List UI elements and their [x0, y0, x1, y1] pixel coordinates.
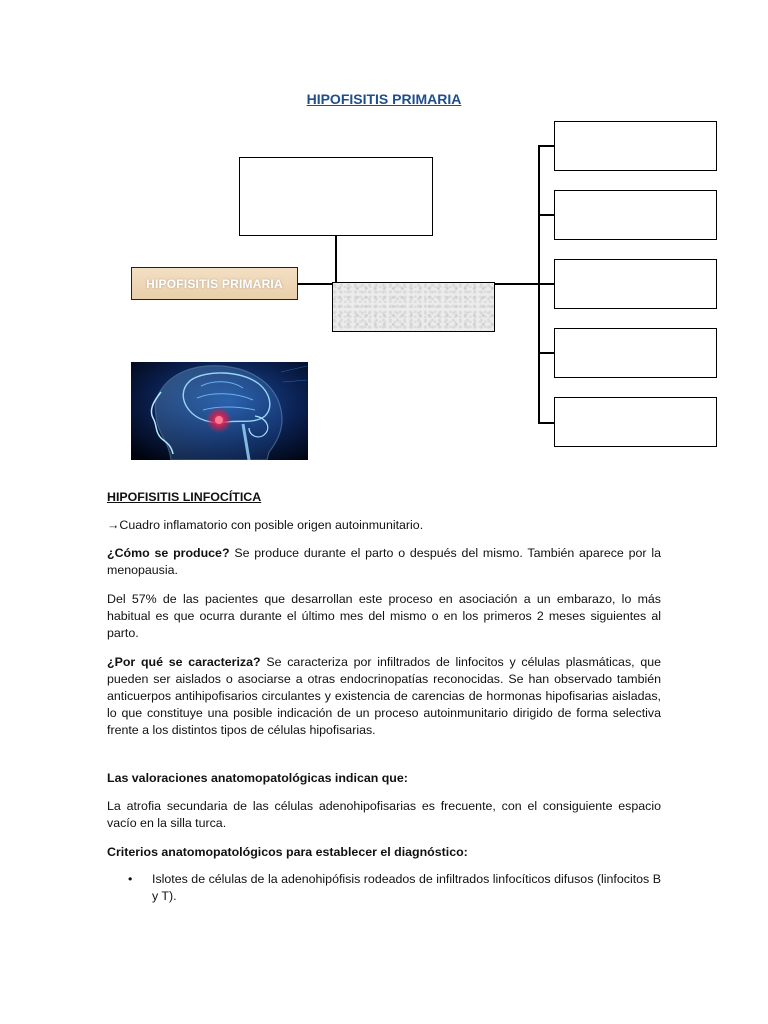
paragraph-como-se-produce	[107, 545, 661, 579]
connector-tick-4	[538, 352, 554, 354]
connector-tick-1	[538, 145, 554, 147]
diagram-top-box	[239, 157, 433, 236]
connector-tick-2	[538, 214, 554, 216]
diagram-right-box-4	[554, 328, 717, 378]
diagram-right-box-3	[554, 259, 717, 309]
list-item	[107, 871, 661, 905]
connector-tick-3	[538, 283, 554, 285]
diagram-right-box-2	[554, 190, 717, 240]
subheading-valoraciones: Las valoraciones anatomopatológicas indican que:	[107, 771, 408, 785]
paragraph-atrofia: La atrofia secundaria de las células adenohipofisarias es frecuente, con el consiguiente espacio vacío en la silla turca.	[107, 799, 661, 830]
subheading-criterios: Criterios anatomopatológicos para establecer el diagnóstico:	[107, 845, 468, 859]
criteria-list	[107, 871, 661, 905]
connector-left	[298, 283, 332, 285]
diagram-right-box-5	[554, 397, 717, 447]
paragraph-porcentaje: Del 57% de las pacientes que desarrollan este proceso en asociación a un embarazo, lo más habitual es que ocurra durante el último mes del mismo o en los primeros 2 meses siguientes al parto.	[107, 592, 661, 640]
brain-scan-image	[131, 362, 308, 460]
document-title: HIPOFISITIS PRIMARIA	[306, 91, 462, 107]
diagram-right-box-1	[554, 121, 717, 171]
question-answer: Se caracteriza por infiltrados de linfocitos y células plasmáticas, que pueden ser aislados o asociarse a otras endocrinopatías reconocidas. Se han observado también anticuerpos antihipofisarios circulantes y existencia de carencias de hormonas hipofisarias aisladas, lo que constituye una posible indicación de un proceso autoinmunitario dirigido de forma selectiva frente a los distintos tipos de células hipofisarias.	[107, 655, 662, 737]
bullet-icon: •	[128, 872, 133, 886]
question-label: ¿Cómo se produce?	[107, 546, 230, 560]
intro-paragraph: →Cuadro inflamatorio con posible origen autoinmunitario.	[107, 518, 424, 532]
section-heading: HIPOFISITIS LINFOCÍTICA	[107, 490, 262, 504]
list-item-text: Islotes de células de la adenohipófisis rodeados de infiltrados linfocíticos difusos (linfocitos B y T).	[152, 872, 661, 903]
question-label: ¿Por qué se caracteriza?	[107, 655, 261, 669]
connector-right	[495, 283, 538, 285]
diagram-label-hipofisitis: HIPOFISITIS PRIMARIA	[131, 267, 298, 300]
connector-top	[335, 236, 337, 282]
question-answer: Se produce durante el parto o después del mismo. También aparece por la menopausia.	[107, 546, 661, 577]
paragraph-por-que-se-caracteriza	[107, 654, 661, 739]
connector-tick-5	[538, 422, 554, 424]
diagram-center-box	[332, 282, 495, 332]
